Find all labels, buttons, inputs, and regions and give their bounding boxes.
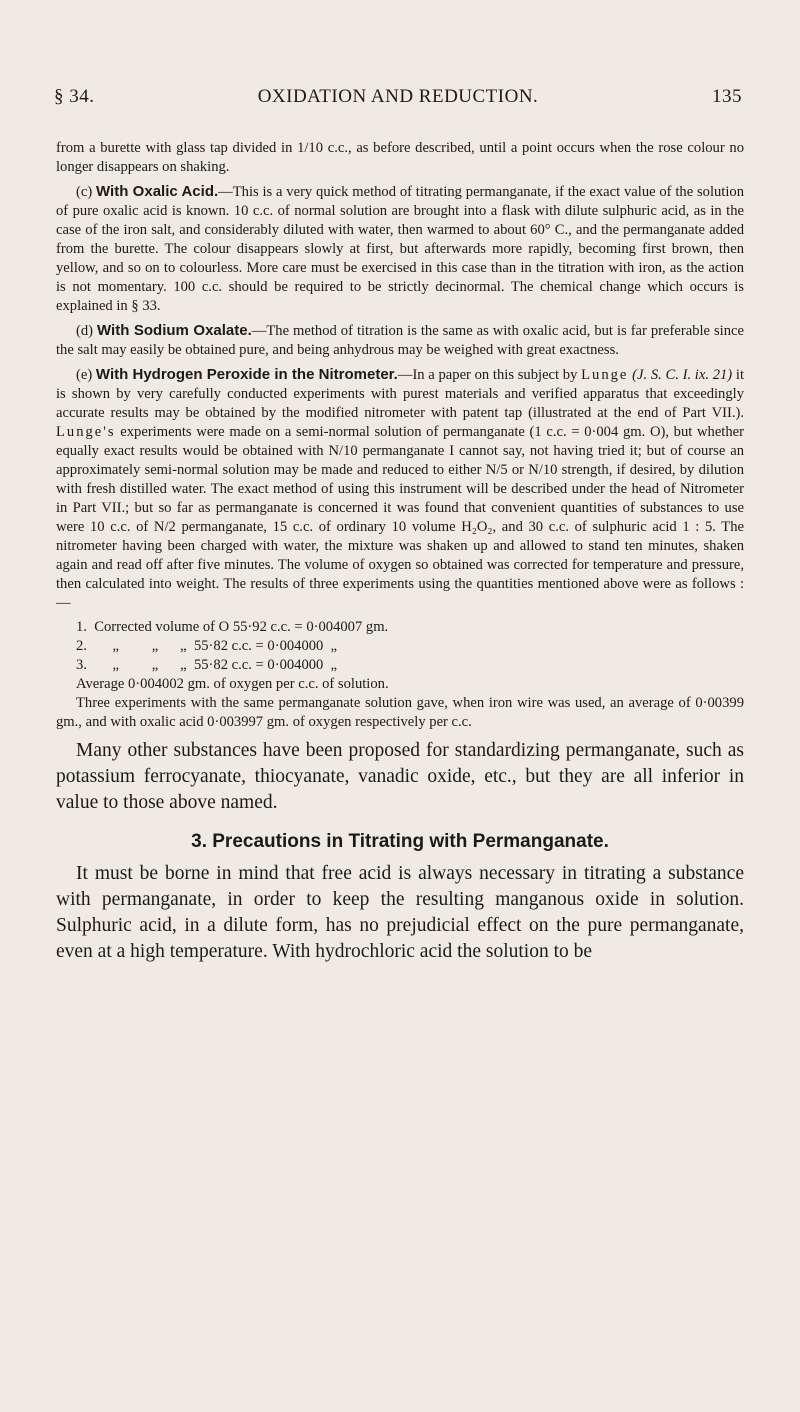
- result-average: Average 0·004002 gm. of oxygen per c.c. of solution.: [76, 676, 389, 692]
- large-paragraph-2: [56, 861, 744, 965]
- author-lunges: Lunge's: [56, 424, 116, 440]
- paragraph-e-text-2: it is shown by very carefully conducted experiments with purest materials and verified apparatus that exceedingly accurate results may be obtained by the modified nitrometer with patent tap (illustrated at the end of Part VII.).: [56, 367, 744, 421]
- paragraph-d-heading: With Sodium Oxalate.: [97, 322, 252, 339]
- intro-paragraph: from a burette with glass tap divided in 1/10 c.c., as before described, until a point occurs when the rose colour no longer disappears on shaking.: [56, 140, 744, 175]
- result-row-2: 2. „ „ „ 55·82 c.c. = 0·004000 „: [76, 638, 338, 654]
- paragraph-d: [56, 321, 744, 360]
- body-text: [56, 139, 744, 965]
- paragraph-e-text-1: —In a paper on this subject by: [397, 367, 582, 383]
- standardizing-paragraph: Many other substances have been proposed for standardizing permanganate, such as potassium ferrocyanate, thiocyanate, vanadic oxide, etc., but they are all inferior in value to those above named.: [56, 740, 744, 813]
- paragraph-d-label: (d): [76, 323, 94, 339]
- paragraph-d-text: —The method of titration is the same as with oxalic acid, but is far preferable since the salt may easily be obtained pure, and being anhydrous may be weighed with great exactness.: [56, 323, 744, 358]
- result-row-3: 3. „ „ „ 55·82 c.c. = 0·004000 „: [76, 657, 338, 673]
- section-number: § 34.: [54, 86, 95, 107]
- author-lunge: Lunge: [581, 367, 629, 383]
- result-row-1: 1. Corrected volume of O 55·92 c.c. = 0·004007 gm.: [76, 619, 389, 635]
- page-title: OXIDATION AND REDUCTION.: [257, 86, 539, 107]
- paragraph-c: [56, 182, 744, 316]
- paragraph-e-heading: With Hydrogen Peroxide in the Nitrometer.: [95, 366, 398, 383]
- citation: (J. S. C. I. ix. 21): [632, 367, 733, 383]
- paragraph-c-label: (c): [76, 184, 93, 200]
- results-list: [56, 618, 744, 694]
- page-number: 135: [712, 86, 742, 107]
- paragraph-c-heading: With Oxalic Acid.: [96, 183, 219, 200]
- paragraph-e: [56, 365, 744, 613]
- paragraph-e-label: (e): [76, 367, 93, 383]
- large-paragraph-1: [56, 738, 744, 816]
- section-heading-3: 3. Precautions in Titrating with Permanganate.: [191, 831, 609, 852]
- paragraph-c-text: —This is a very quick method of titrating permanganate, if the exact value of the solution of pure oxalic acid is known. 10 c.c. of normal solution are brought into a flask with dilute sulphuric acid, as in the case of the iron salt, and considerably diluted with water, then warmed to about 60° C., and the permanganate added from the burette. The colour disappears slowly at first, but afterwards more rapidly, becoming first brown, then yellow, and so on to colourless. More care must be exercised in this case than in the titration with iron, as the action is not momentary. 100 c.c. should be required to be strictly decinormal. The chemical change which occurs is explained in § 33.: [56, 184, 744, 314]
- after-results-paragraph: Three experiments with the same permanganate solution gave, when iron wire was used, an average of 0·00399 gm., and with oxalic acid 0·003997 gm. of oxygen respectively per c.c.: [56, 695, 744, 730]
- paragraph-e-text-3: experiments were made on a semi-normal solution of permanganate (1 c.c. = 0·004 gm. O), but whether equally exact results would be obtained with N/10 permanganate I cannot say, not having tried it; but of course an approximately semi-normal solution may be made and reduced to either N/5 or N/10 strength, if desired, by dilution with fresh distilled water. The exact method of using this instrument will be described under the head of Nitrometer in Part VII.; but so far as permanganate is concerned it was found that convenient quantities of substances to use were 10 c.c. of N/2 permanganate, 15 c.c. of ordinary 10 volume H₂O₂, and 30 c.c. of sulphuric acid 1 : 5. The nitrometer having been charged with water, the mixture was shaken up and allowed to stand ten minutes, shaken again and read off after five minutes. The volume of oxygen so obtained was corrected for temperature and pressure, then calculated into weight. The results of three experiments using the quantities mentioned above were as follows :—: [56, 424, 744, 611]
- precautions-paragraph: It must be borne in mind that free acid is always necessary in titrating a substance with permanganate, in order to keep the resulting manganous oxide in solution. Sulphuric acid, in a dilute form, has no prejudicial effect on the pure permanganate, even at a high temperature. With hydrochloric acid the solution to be: [56, 863, 744, 962]
